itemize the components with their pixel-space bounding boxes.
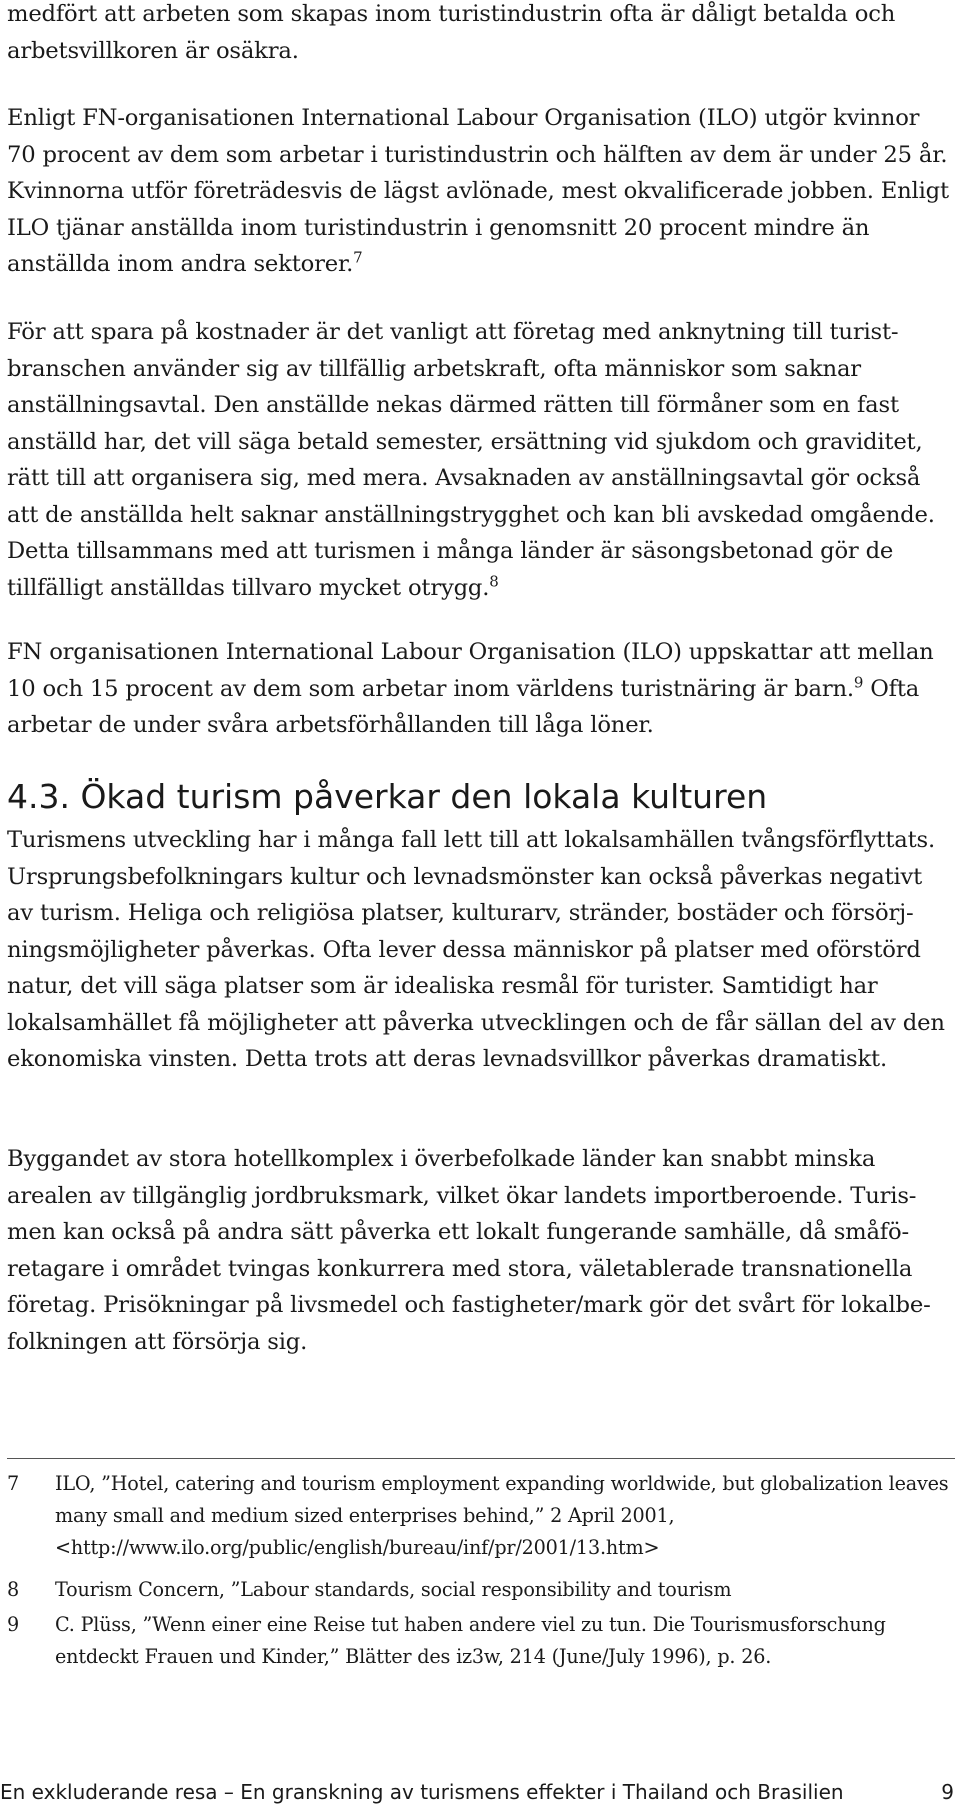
page-footer (0, 1776, 960, 1808)
paragraph-text: FN organisationen International Labour Organisation (ILO) uppskattar att mellan 10 och 15 procent av dem som arbetar inom världens turistnäring är barn. (7, 639, 934, 702)
footnote-text: C. Plüss, ”Wenn einer eine Reise tut haben andere viel zu tun. Die Tourismusforschung entdeckt Frauen und Kinder,” Blätter des iz3w, 214 (June/July 1996), p. 26. (55, 1613, 886, 1668)
paragraph (7, 1141, 953, 1360)
paragraph-text: medfört att arbeten som skapas inom turistindustrin ofta är dåligt betalda och arbetsvillkoren är osäkra. (7, 1, 896, 64)
paragraph-text: Enligt FN-organisationen International Labour Organisation (ILO) utgör kvinnor 70 procent av dem som arbetar i turistindustrin och hälften av dem är under 25 år. Kvinnorna utför företrädesvis de lägst avlönade, mest okvalificerade jobben. Enligt ILO tjänar anställda inom turistindustrin i genomsnitt 20 procent mindre än anställda inom andra sektorer. (7, 105, 949, 277)
footnote-text: ILO, ”Hotel, catering and tourism employment expanding worldwide, but globalization leaves many small and medium sized enterprises behind,” 2 April 2001, <http://www.ilo.org/public/english/bureau/inf/pr/2001/13.htm> (55, 1472, 949, 1559)
footnote-reference[interactable]: 7 (353, 248, 363, 267)
footnote-reference[interactable]: 9 (853, 672, 864, 691)
paragraph (7, 0, 953, 69)
paragraph (7, 100, 953, 283)
footnote-text: Tourism Concern, ”Labour standards, social responsibility and tourism (55, 1578, 732, 1601)
footnote (7, 1609, 952, 1673)
paragraph-text: Turismens utveckling har i många fall lett till att lokalsamhällen tvångsförflyttats. Ursprungsbefolkningars kultur och levnadsmönster kan också påverkas negativt av turism. Heliga och religiösa platser, kulturarv, stränder, bostäder och försörjningsmöjligheter påverkas. Ofta lever dessa människor på platser med oförstörd natur, det vill säga platser som är idealiska resmål för turister. Samtidigt har lokalsamhället få möjligheter att påverka utvecklingen och de får sällan del av den ekonomiska vinsten. Detta trots att deras levnadsvillkor påverkas dramatiskt. (7, 827, 945, 1072)
paragraph (7, 314, 953, 606)
paragraph-text: För att spara på kostnader är det vanligt att företag med anknytning till turistbranschen använder sig av tillfällig arbetskraft, ofta människor som saknar anställningsavtal. Den anställde nekas därmed rätten till förmåner som en fast anställd har, det vill säga betald semester, ersättning vid sjukdom och graviditet, rätt till att organisera sig, med mera. Avsaknaden av anställningsavtal gör också att de anställda helt saknar anställningstrygghet och kan bli avskedad omgående. Detta tillsammans med att turismen i många länder är säsongsbetonad gör de tillfälligt anställdas tillvaro mycket otrygg. (7, 319, 935, 601)
footnote (7, 1574, 952, 1606)
footnote-reference[interactable]: 8 (489, 571, 499, 590)
paragraph (7, 634, 953, 744)
footnote-number: 8 (7, 1578, 20, 1601)
paragraph (7, 822, 953, 1078)
section-heading: 4.3. Ökad turism påverkar den lokala kulturen (7, 777, 768, 816)
footer-title: En exkluderande resa – En granskning av turismens effekter i Thailand och Brasilien (0, 1780, 844, 1804)
paragraph-text: Ofta arbetar de under svåra arbetsförhållanden till låga löner. (7, 675, 920, 738)
paragraph-text: Byggandet av stora hotellkomplex i överbefolkade länder kan snabbt minska arealen av tillgänglig jordbruksmark, vilket ökar landets importberoende. Turismen kan också på andra sätt påverka ett lokalt fungerande samhälle, då småföretagare i området tvingas konkurrera med stora, väletablerade transnationella företag. Prisökningar på livsmedel och fastigheter/mark gör det svårt för lokalbefolkningen att försörja sig. (7, 1146, 931, 1355)
footnote-number: 9 (7, 1613, 20, 1636)
page-number: 9 (941, 1780, 954, 1804)
footnote-number: 7 (7, 1472, 20, 1495)
footnote-divider (7, 1458, 955, 1459)
footnote (7, 1468, 952, 1564)
